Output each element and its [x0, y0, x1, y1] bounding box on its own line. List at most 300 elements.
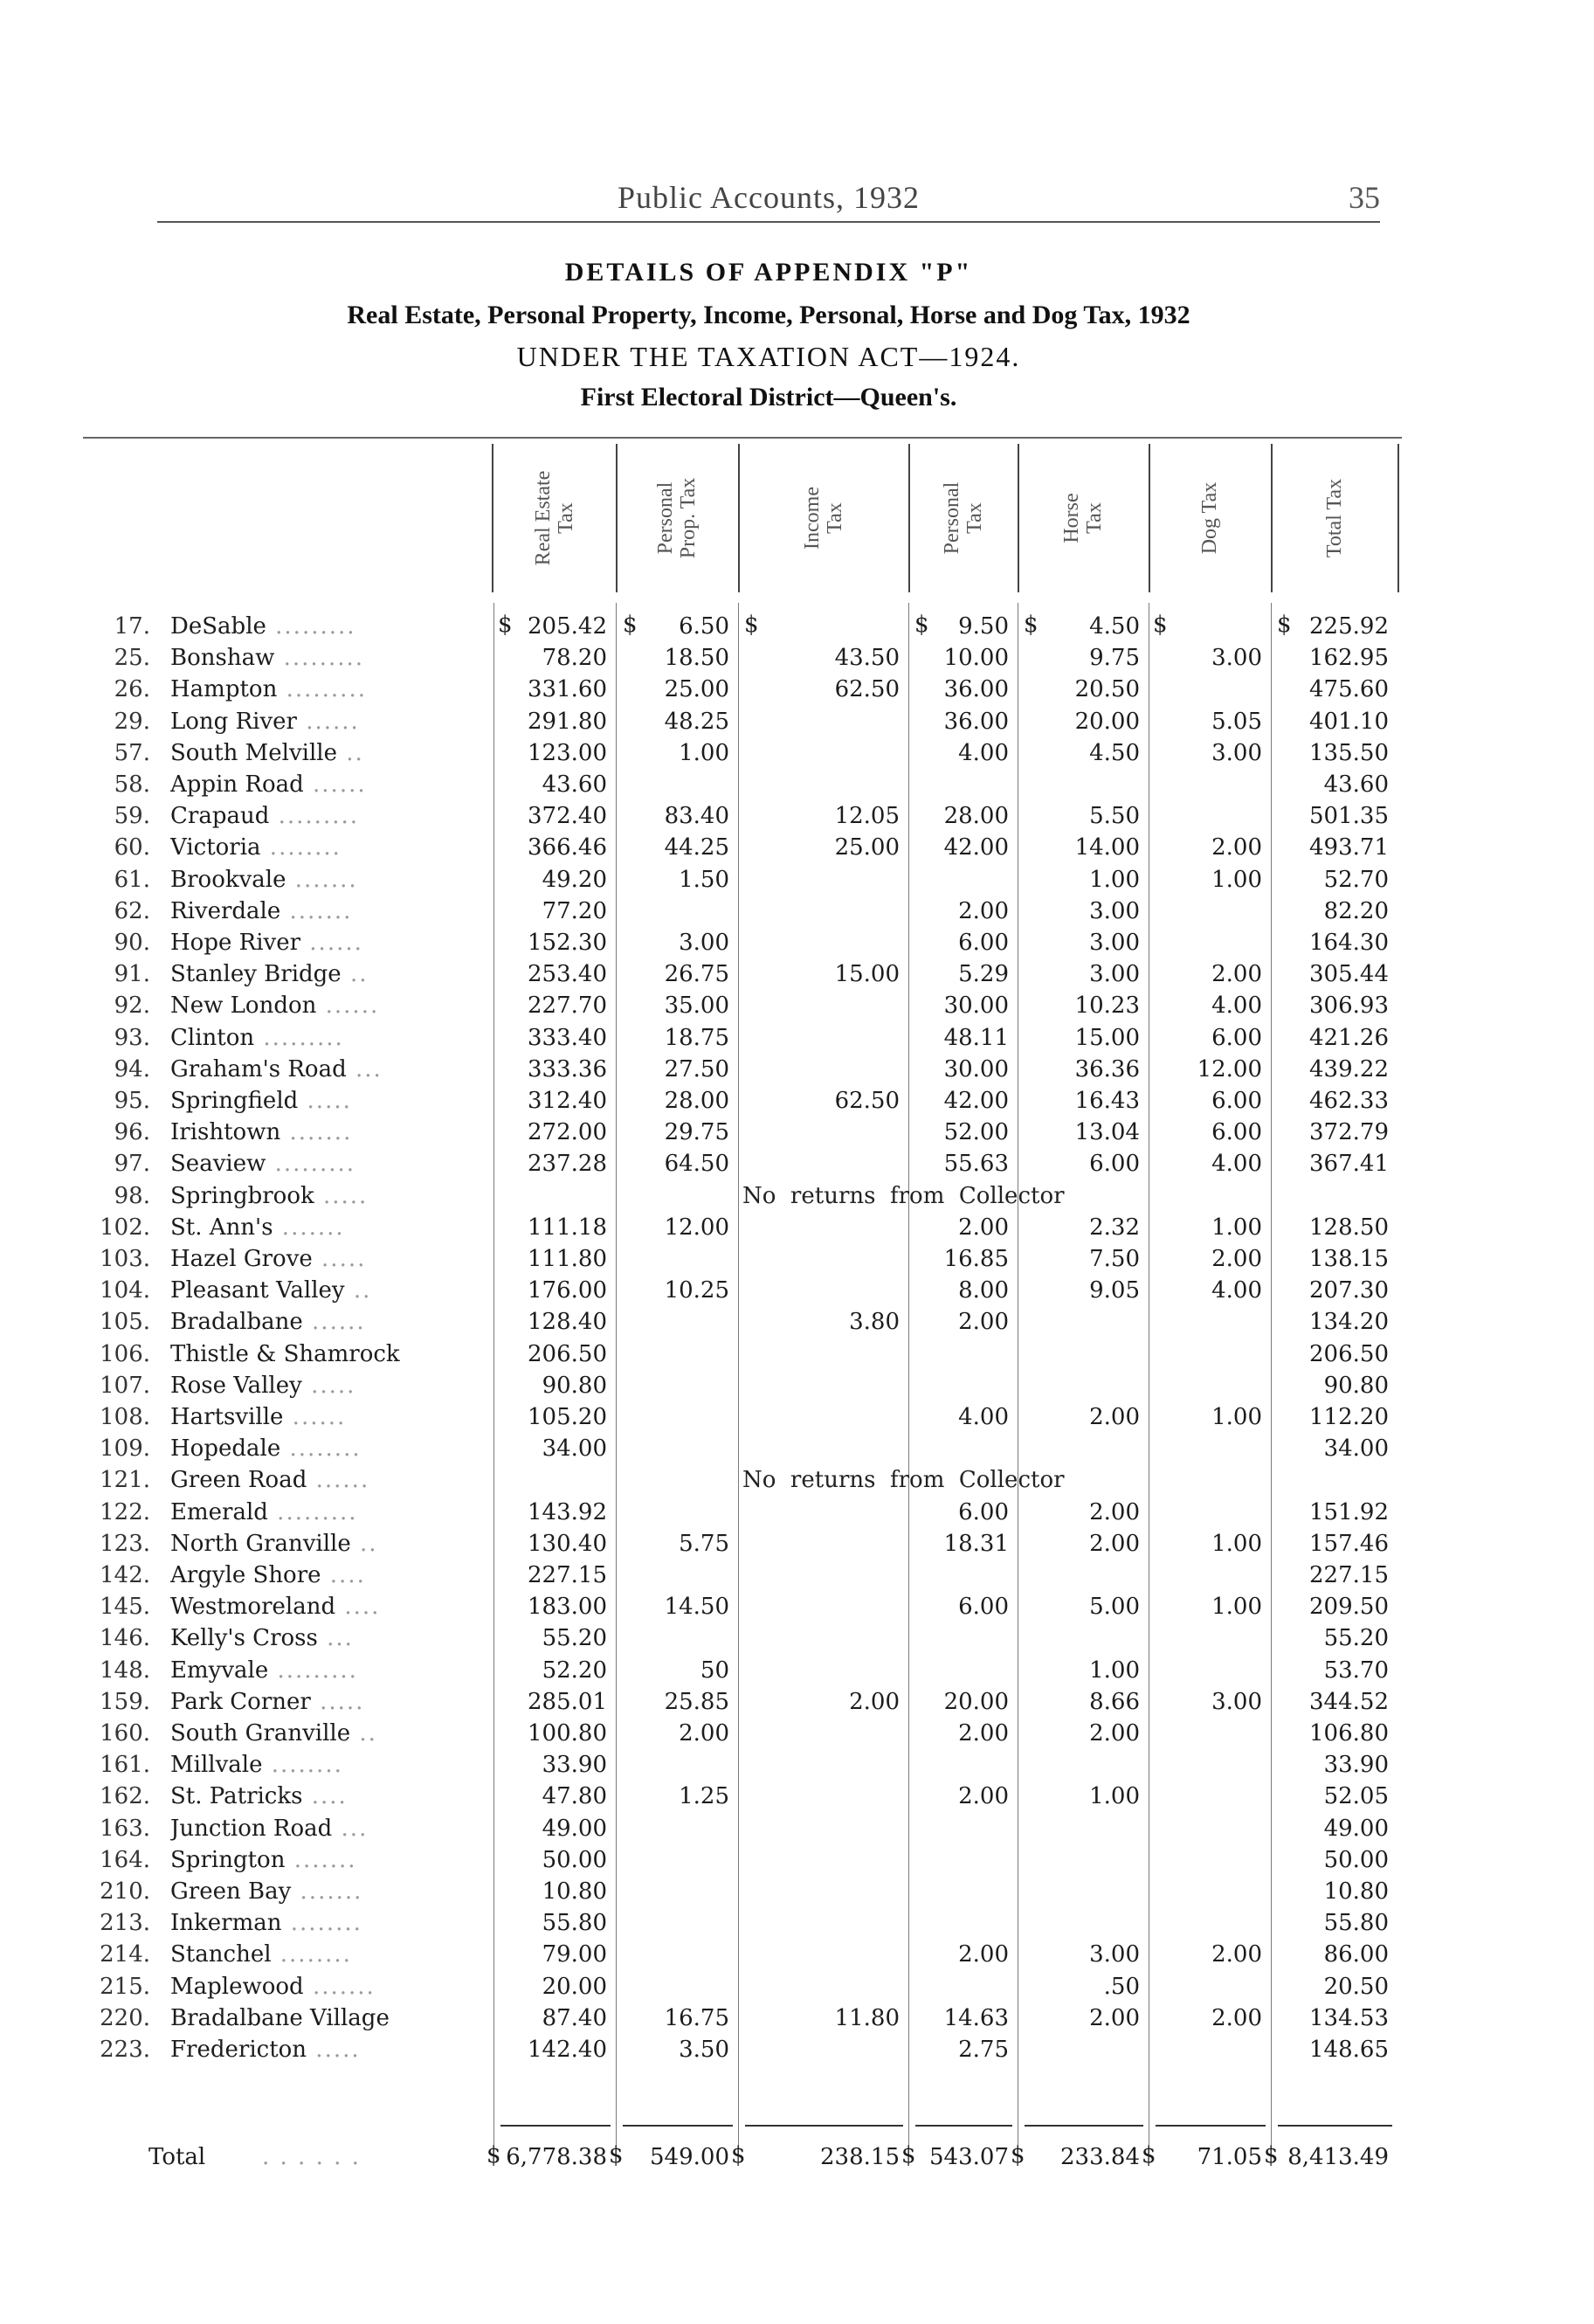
real-estate-tax-value: 333.40: [528, 1024, 607, 1051]
leader-dots: .......: [291, 1878, 363, 1905]
row-number: 109.: [100, 1435, 150, 1463]
real-estate-tax-value: 312.40: [528, 1088, 607, 1114]
personal-tax-value: 36.00: [943, 676, 1009, 703]
district-name: Inkerman ........: [170, 1910, 362, 1937]
personal-prop-tax-value: 14.50: [664, 1594, 729, 1621]
column-header-label: Total Tax: [1322, 478, 1346, 558]
total-tax-value: 305.44: [1309, 961, 1389, 988]
horse-tax-value: 4.50: [1089, 739, 1140, 766]
no-returns-note: No returns from Collector: [742, 1182, 1065, 1209]
row-number: 146.: [100, 1625, 150, 1652]
total-tax-value: 90.80: [1323, 1372, 1389, 1399]
personal-tax-value: 20.00: [943, 1688, 1009, 1715]
row-number: 145.: [100, 1594, 150, 1621]
district-heading: First Electoral District—Queen's.: [580, 383, 957, 412]
real-estate-tax-value: 55.20: [542, 1625, 607, 1652]
leader-dots: ........: [271, 1941, 352, 1968]
total-tax-value: 225.92: [1309, 613, 1389, 640]
personal-prop-tax-value: 29.75: [664, 1119, 729, 1146]
personal-prop-tax-value: 25.00: [664, 676, 729, 703]
total-tax-value: 306.93: [1309, 993, 1389, 1020]
leader-dots: ......: [283, 1404, 347, 1430]
district-name: Graham's Road ...: [170, 1055, 383, 1082]
district-name: Park Corner .....: [170, 1688, 365, 1715]
total-tax-value: 157.46: [1309, 1530, 1389, 1557]
leader-dots: .......: [285, 1846, 357, 1873]
column-header-total-tax: [1271, 444, 1399, 592]
district-name: Maplewood .......: [170, 1973, 376, 2000]
total-tax-value: 43.60: [1323, 771, 1389, 798]
personal-prop-tax-value: 16.75: [664, 2004, 729, 2031]
personal-tax-value: 6.00: [958, 930, 1009, 956]
leader-dots: .......: [286, 866, 358, 893]
personal-tax-value: 18.31: [943, 1530, 1009, 1557]
total-tax-value: 344.52: [1309, 1688, 1389, 1715]
leader-dots: .........: [254, 1024, 344, 1051]
row-number: 93.: [114, 1024, 150, 1051]
row-number: 95.: [114, 1088, 150, 1114]
row-number: 161.: [100, 1752, 150, 1779]
horse-tax-value: 6.00: [1089, 1151, 1140, 1178]
personal-tax-value: 36.00: [943, 708, 1009, 735]
total-tax-value: 52.70: [1323, 866, 1389, 893]
row-number: 97.: [114, 1151, 150, 1178]
district-name: Appin Road ......: [170, 771, 367, 798]
district-name: New London ......: [170, 993, 380, 1020]
leader-dots: .....: [307, 2037, 361, 2063]
personal-prop-tax-value: 18.75: [664, 1024, 729, 1051]
currency-sign: $: [1153, 612, 1168, 638]
leader-dots: ...: [317, 1625, 354, 1652]
total-tax-value: 148.65: [1309, 2037, 1389, 2063]
total-tax-value: 421.26: [1309, 1024, 1389, 1051]
real-estate-tax-value: 206.50: [528, 1340, 607, 1367]
total-tax-value: 206.50: [1309, 1340, 1389, 1367]
personal-tax-value: 4.00: [958, 739, 1009, 766]
horse-tax-value: 5.00: [1089, 1594, 1140, 1621]
leader-dots: .......: [280, 897, 353, 924]
total-rule: [1278, 2125, 1392, 2127]
personal-prop-tax-value: 83.40: [664, 803, 729, 830]
personal-tax-value: 55.63: [943, 1151, 1009, 1178]
row-number: 104.: [100, 1277, 150, 1304]
personal-prop-tax-value: 5.75: [679, 1530, 729, 1557]
horse-tax-value: 4.50: [1089, 613, 1140, 640]
real-estate-tax-value: 227.15: [528, 1562, 607, 1588]
real-estate-tax-value: 78.20: [542, 645, 607, 672]
total-tax-value: 106.80: [1309, 1720, 1389, 1746]
row-number: 96.: [114, 1119, 150, 1146]
row-number: 213.: [100, 1910, 150, 1937]
currency-sign: $: [1264, 2142, 1279, 2168]
leader-dots: ......: [302, 1309, 366, 1336]
leader-dots: .........: [266, 613, 356, 640]
currency-sign: $: [901, 2142, 916, 2168]
real-estate-tax-value: 77.20: [542, 897, 607, 924]
horse-tax-value: 2.00: [1089, 1498, 1140, 1525]
personal-tax-value: 14.63: [943, 2004, 1009, 2031]
column-header-label: Personal Tax: [940, 481, 986, 555]
total-personal-tax: 543.07: [929, 2144, 1009, 2170]
dog-tax-value: 3.00: [1211, 1688, 1262, 1715]
total-tax-value: 138.15: [1309, 1246, 1389, 1272]
real-estate-tax-value: 291.80: [528, 708, 607, 735]
real-estate-tax-value: 10.80: [542, 1878, 607, 1905]
dog-tax-value: 1.00: [1211, 1404, 1262, 1430]
personal-tax-value: 30.00: [943, 1055, 1009, 1082]
horse-tax-value: .50: [1103, 1973, 1140, 2000]
row-number: 160.: [100, 1720, 150, 1746]
real-estate-tax-value: 90.80: [542, 1372, 607, 1399]
personal-tax-value: 2.00: [958, 1720, 1009, 1746]
total-tax-value: 50.00: [1323, 1846, 1389, 1873]
dog-tax-value: 12.00: [1197, 1055, 1262, 1082]
income-tax-value: 25.00: [834, 834, 900, 861]
row-number: 214.: [100, 1941, 150, 1968]
income-tax-value: 2.00: [849, 1688, 900, 1715]
personal-prop-tax-value: 26.75: [664, 961, 729, 988]
row-number: 105.: [100, 1309, 150, 1336]
income-tax-value: 62.50: [834, 676, 900, 703]
row-number: 62.: [114, 897, 150, 924]
horse-tax-value: 3.00: [1089, 930, 1140, 956]
district-name: Bradalbane ......: [170, 1309, 366, 1336]
currency-sign: $: [1277, 612, 1292, 638]
income-tax-value: 11.80: [834, 2004, 900, 2031]
personal-tax-value: 2.00: [958, 1941, 1009, 1968]
total-tax-value: 112.20: [1309, 1404, 1389, 1430]
total-income-tax: 238.15: [820, 2144, 900, 2170]
personal-tax-value: 8.00: [958, 1277, 1009, 1304]
currency-sign: $: [731, 2142, 746, 2168]
dog-tax-value: 6.00: [1211, 1119, 1262, 1146]
row-number: 123.: [100, 1530, 150, 1557]
personal-tax-value: 2.00: [958, 1309, 1009, 1336]
leader-dots: ......: [316, 993, 380, 1020]
currency-sign: $: [498, 612, 513, 638]
horse-tax-value: 2.00: [1089, 1530, 1140, 1557]
leader-dots: .....: [298, 1088, 352, 1114]
row-number: 215.: [100, 1973, 150, 2000]
personal-tax-value: 4.00: [958, 1404, 1009, 1430]
column-header-real-estate-tax: [493, 444, 618, 592]
total-personal-prop-tax: 549.00: [650, 2144, 729, 2170]
column-header-label: Horse Tax: [1060, 493, 1106, 543]
total-tax-value: 401.10: [1309, 708, 1389, 735]
dog-tax-value: 4.00: [1211, 1151, 1262, 1178]
leader-dots: ....: [321, 1562, 366, 1588]
personal-tax-value: 6.00: [958, 1594, 1009, 1621]
district-name: Junction Road ...: [170, 1815, 369, 1842]
horse-tax-value: 36.36: [1074, 1055, 1140, 1082]
leader-dots: .....: [314, 1182, 369, 1209]
horse-tax-value: 2.00: [1089, 1720, 1140, 1746]
district-name: South Granville ..: [170, 1720, 377, 1746]
dog-tax-value: 5.05: [1211, 708, 1262, 735]
dog-tax-value: 3.00: [1211, 645, 1262, 672]
personal-prop-tax-value: 27.50: [664, 1055, 729, 1082]
leader-dots: ..: [341, 961, 369, 988]
district-name: St. Ann's .......: [170, 1214, 345, 1241]
personal-prop-tax-value: 64.50: [664, 1151, 729, 1178]
horse-tax-value: 10.23: [1074, 993, 1140, 1020]
leader-dots: .......: [280, 1119, 353, 1146]
real-estate-tax-value: 111.18: [528, 1214, 607, 1241]
real-estate-tax-value: 142.40: [528, 2037, 607, 2063]
personal-tax-value: 2.00: [958, 1214, 1009, 1241]
personal-prop-tax-value: 1.50: [679, 866, 729, 893]
total-total-tax: 8,413.49: [1287, 2144, 1389, 2170]
total-tax-value: 128.50: [1309, 1214, 1389, 1241]
total-tax-value: 10.80: [1323, 1878, 1389, 1905]
dog-tax-value: 4.00: [1211, 993, 1262, 1020]
real-estate-tax-value: 253.40: [528, 961, 607, 988]
personal-tax-value: 6.00: [958, 1498, 1009, 1525]
district-name: Bonshaw .........: [170, 645, 365, 672]
real-estate-tax-value: 20.00: [542, 1973, 607, 2000]
dog-tax-value: 1.00: [1211, 1214, 1262, 1241]
currency-sign: $: [914, 612, 929, 638]
district-name: Stanchel ........: [170, 1941, 352, 1968]
real-estate-tax-value: 49.20: [542, 866, 607, 893]
total-tax-value: 134.20: [1309, 1309, 1389, 1336]
leader-dots: .......: [303, 1973, 376, 2000]
personal-tax-value: 2.75: [958, 2037, 1009, 2063]
row-number: 26.: [114, 676, 150, 703]
district-name: Thistle & Shamrock: [170, 1340, 400, 1367]
currency-sign: $: [1011, 2142, 1025, 2168]
real-estate-tax-value: 87.40: [542, 2004, 607, 2031]
income-tax-value: 15.00: [834, 961, 900, 988]
dog-tax-value: 6.00: [1211, 1088, 1262, 1114]
row-number: 223.: [100, 2037, 150, 2063]
district-name: Hartsville ......: [170, 1404, 347, 1430]
total-rule: [915, 2125, 1012, 2127]
personal-prop-tax-value: 48.25: [664, 708, 729, 735]
leader-dots: .........: [268, 1657, 358, 1684]
dog-tax-value: 1.00: [1211, 1594, 1262, 1621]
district-name: Crapaud .........: [170, 803, 360, 830]
row-number: 92.: [114, 993, 150, 1020]
district-name: Springfield .....: [170, 1088, 352, 1114]
appendix-subtitle: Real Estate, Personal Property, Income, Personal, Horse and Dog Tax, 1932: [347, 301, 1190, 329]
district-name: Hope River ......: [170, 930, 363, 956]
real-estate-tax-value: 47.80: [542, 1783, 607, 1810]
total-label: Total: [148, 2144, 206, 2170]
leader-dots: .....: [312, 1246, 367, 1272]
district-name: Springton .......: [170, 1846, 357, 1873]
horse-tax-value: 1.00: [1089, 866, 1140, 893]
personal-tax-value: 52.00: [943, 1119, 1009, 1146]
personal-prop-tax-value: 25.85: [664, 1688, 729, 1715]
personal-tax-value: 42.00: [943, 834, 1009, 861]
total-horse-tax: 233.84: [1060, 2144, 1140, 2170]
dog-tax-value: 2.00: [1211, 1246, 1262, 1272]
row-number: 163.: [100, 1815, 150, 1842]
personal-prop-tax-value: 10.25: [664, 1277, 729, 1304]
dog-tax-value: 2.00: [1211, 961, 1262, 988]
income-tax-value: 3.80: [849, 1309, 900, 1336]
leader-dots: ...: [332, 1815, 369, 1842]
district-name: Irishtown .......: [170, 1119, 353, 1146]
real-estate-tax-value: 372.40: [528, 803, 607, 830]
currency-sign: $: [623, 612, 638, 638]
district-name: Green Bay .......: [170, 1878, 363, 1905]
horse-tax-value: 14.00: [1074, 834, 1140, 861]
district-name: DeSable .........: [170, 613, 356, 640]
row-number: 102.: [100, 1214, 150, 1241]
total-tax-value: 53.70: [1323, 1657, 1389, 1684]
personal-prop-tax-value: 3.50: [679, 2037, 729, 2063]
horse-tax-value: 5.50: [1089, 803, 1140, 830]
dog-tax-value: 2.00: [1211, 834, 1262, 861]
row-number: 122.: [100, 1498, 150, 1525]
column-header-personal-prop-tax: [616, 444, 740, 592]
total-tax-value: 52.05: [1323, 1783, 1389, 1810]
district-name: St. Patricks ....: [170, 1783, 348, 1810]
column-header-left-rule: [492, 444, 493, 592]
district-name: Pleasant Valley ..: [170, 1277, 372, 1304]
total-tax-value: 135.50: [1309, 739, 1389, 766]
total-tax-value: 367.41: [1309, 1151, 1389, 1178]
horse-tax-value: 1.00: [1089, 1657, 1140, 1684]
personal-tax-value: 2.00: [958, 1783, 1009, 1810]
personal-tax-value: 5.29: [958, 961, 1009, 988]
district-name: Argyle Shore ....: [170, 1562, 366, 1588]
horse-tax-value: 3.00: [1089, 961, 1140, 988]
total-tax-value: 151.92: [1309, 1498, 1389, 1525]
real-estate-tax-value: 34.00: [542, 1435, 607, 1463]
horse-tax-value: 3.00: [1089, 1941, 1140, 1968]
leader-dots: .........: [277, 676, 367, 703]
page-number: 35: [1349, 180, 1380, 215]
row-number: 107.: [100, 1372, 150, 1399]
total-tax-value: 49.00: [1323, 1815, 1389, 1842]
leader-dots: .....: [301, 1372, 356, 1399]
leader-dots: ........: [262, 1752, 343, 1779]
horse-tax-value: 20.50: [1074, 676, 1140, 703]
real-estate-tax-value: 272.00: [528, 1119, 607, 1146]
district-name: Long River ......: [170, 708, 360, 735]
district-name: Hopedale ........: [170, 1435, 362, 1463]
currency-sign: $: [1142, 2142, 1156, 2168]
total-tax-value: 164.30: [1309, 930, 1389, 956]
real-estate-tax-value: 33.90: [542, 1752, 607, 1779]
dog-tax-value: 6.00: [1211, 1024, 1262, 1051]
horse-tax-value: 8.66: [1089, 1688, 1140, 1715]
real-estate-tax-value: 183.00: [528, 1594, 607, 1621]
real-estate-tax-value: 143.92: [528, 1498, 607, 1525]
column-header-label: Income Tax: [800, 487, 846, 550]
horse-tax-value: 2.00: [1089, 2004, 1140, 2031]
real-estate-tax-value: 100.80: [528, 1720, 607, 1746]
personal-prop-tax-value: 50: [700, 1657, 729, 1684]
income-tax-value: 43.50: [834, 645, 900, 672]
row-number: 210.: [100, 1878, 150, 1905]
row-number: 94.: [114, 1055, 150, 1082]
personal-prop-tax-value: 6.50: [679, 613, 729, 640]
horse-tax-value: 13.04: [1074, 1119, 1140, 1146]
personal-tax-value: 42.00: [943, 1088, 1009, 1114]
row-number: 91.: [114, 961, 150, 988]
row-number: 121.: [100, 1467, 150, 1494]
district-name: North Granville ..: [170, 1530, 378, 1557]
horse-tax-value: 3.00: [1089, 897, 1140, 924]
real-estate-tax-value: 52.20: [542, 1657, 607, 1684]
district-name: Victoria ........: [170, 834, 342, 861]
row-number: 159.: [100, 1688, 150, 1715]
personal-tax-value: 10.00: [943, 645, 1009, 672]
total-tax-value: 20.50: [1323, 1973, 1389, 2000]
appendix-title: DETAILS OF APPENDIX "P": [564, 258, 973, 287]
row-number: 57.: [114, 739, 150, 766]
real-estate-tax-value: 105.20: [528, 1404, 607, 1430]
row-number: 98.: [114, 1182, 150, 1209]
horse-tax-value: 7.50: [1089, 1246, 1140, 1272]
total-tax-value: 55.20: [1323, 1625, 1389, 1652]
total-tax-value: 55.80: [1323, 1910, 1389, 1937]
total-tax-value: 372.79: [1309, 1119, 1389, 1146]
leader-dots: .........: [266, 1151, 356, 1178]
total-tax-value: 493.71: [1309, 834, 1389, 861]
column-header-personal-tax: [908, 444, 1019, 592]
horse-tax-value: 2.00: [1089, 1404, 1140, 1430]
column-header-label: Dog Tax: [1198, 481, 1221, 555]
column-header-dog-tax: [1149, 444, 1273, 592]
total-rule: [500, 2125, 611, 2127]
district-name: Riverdale .......: [170, 897, 353, 924]
leader-dots: .........: [269, 803, 360, 830]
column-header-horse-tax: [1018, 444, 1150, 592]
dog-tax-value: 1.00: [1211, 1530, 1262, 1557]
leader-dots: ....: [335, 1594, 381, 1621]
total-rule: [1156, 2125, 1266, 2127]
total-tax-value: 134.53: [1309, 2004, 1389, 2031]
dog-tax-value: 1.00: [1211, 866, 1262, 893]
leader-dots: ........: [281, 1910, 362, 1937]
currency-sign: $: [486, 2142, 501, 2168]
real-estate-tax-value: 152.30: [528, 930, 607, 956]
total-tax-value: 162.95: [1309, 645, 1389, 672]
real-estate-tax-value: 43.60: [542, 771, 607, 798]
row-number: 220.: [100, 2004, 150, 2031]
personal-prop-tax-value: 28.00: [664, 1088, 729, 1114]
personal-tax-value: 28.00: [943, 803, 1009, 830]
total-tax-value: 462.33: [1309, 1088, 1389, 1114]
horse-tax-value: 20.00: [1074, 708, 1140, 735]
row-number: 90.: [114, 930, 150, 956]
row-number: 164.: [100, 1846, 150, 1873]
dog-tax-value: 3.00: [1211, 739, 1262, 766]
row-number: 17.: [114, 613, 150, 640]
personal-prop-tax-value: 18.50: [664, 645, 729, 672]
real-estate-tax-value: 366.46: [528, 834, 607, 861]
total-tax-value: 33.90: [1323, 1752, 1389, 1779]
district-name: South Melville ..: [170, 739, 364, 766]
district-name: Rose Valley .....: [170, 1372, 356, 1399]
personal-prop-tax-value: 35.00: [664, 993, 729, 1020]
total-tax-value: 82.20: [1323, 897, 1389, 924]
leader-dots: ......: [296, 708, 360, 735]
district-name: Westmoreland ....: [170, 1594, 381, 1621]
total-tax-value: 86.00: [1323, 1941, 1389, 1968]
personal-prop-tax-value: 1.00: [679, 739, 729, 766]
total-dog-tax: 71.05: [1197, 2144, 1262, 2170]
running-head: [157, 179, 1380, 223]
row-number: 142.: [100, 1562, 150, 1588]
real-estate-tax-value: 50.00: [542, 1846, 607, 1873]
district-name: Brookvale .......: [170, 866, 358, 893]
